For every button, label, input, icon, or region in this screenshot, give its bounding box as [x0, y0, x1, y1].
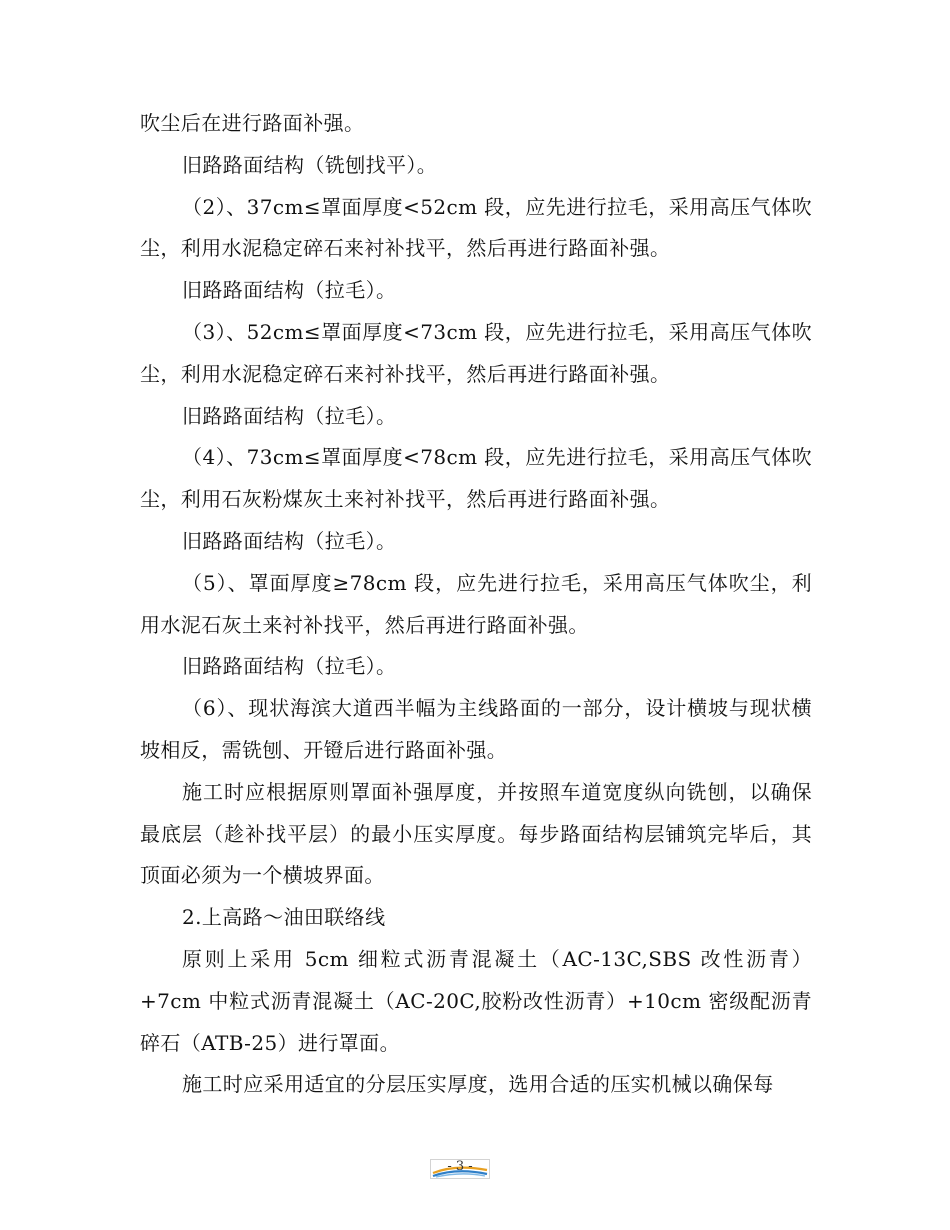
- body-paragraph: （3）、52cm≤罩面厚度<73cm 段，应先进行拉毛，采用高压气体吹尘，利用水泥稳定碎石来衬补找平，然后再进行路面补强。: [140, 319, 812, 386]
- body-paragraph: 2.上高路～油田联络线: [182, 905, 386, 930]
- body-paragraph: （6）、现状海滨大道西半幅为主线路面的一部分，设计横坡与现状横坡相反，需铣刨、开镫后进行路面补强。: [140, 696, 812, 762]
- body-paragraph: 旧路路面结构（拉毛）。: [182, 278, 397, 303]
- page-number: - 3 -: [447, 1159, 473, 1174]
- body-paragraph: 旧路路面结构（拉毛）。: [182, 403, 397, 428]
- body-paragraph: （2）、37cm≤罩面厚度<52cm 段，应先进行拉毛，采用高压气体吹尘，利用水泥稳定碎石来衬补找平，然后再进行路面补强。: [140, 194, 812, 261]
- body-paragraph: 旧路路面结构（拉毛）。: [182, 654, 397, 679]
- page-footer: [430, 1158, 490, 1180]
- body-paragraph: 旧路路面结构（拉毛）。: [182, 528, 397, 553]
- body-paragraph: 施工时应采用适宜的分层压实厚度，选用合适的压实机械以确保每: [182, 1072, 774, 1097]
- body-paragraph: 原则上采用 5cm 细粒式沥青混凝土（AC-13C,SBS 改性沥青）+7cm 中粒式沥青混凝土（AC-20C,胶粉改性沥青）+10cm 密级配沥青碎石（ATB-25）进行罩面。: [140, 946, 812, 1055]
- body-paragraph: 施工时应根据原则罩面补强厚度，并按照车道宽度纵向铣刨，以确保最底层（趁补找平层）的最小压实厚度。每步路面结构层铺筑完毕后，其顶面必须为一个横坡界面。: [140, 779, 812, 888]
- body-paragraph: （4）、73cm≤罩面厚度<78cm 段，应先进行拉毛，采用高压气体吹尘，利用石灰粉煤灰土来衬补找平，然后再进行路面补强。: [140, 445, 812, 512]
- body-paragraph: （5）、罩面厚度≥78cm 段，应先进行拉毛，采用高压气体吹尘，利用水泥石灰土来衬补找平，然后再进行路面补强。: [140, 570, 812, 637]
- body-paragraph: 旧路路面结构（铣刨找平）。: [182, 152, 438, 177]
- body-paragraph: 吹尘后在进行路面补强。: [140, 111, 365, 135]
- document-body: [140, 103, 812, 1106]
